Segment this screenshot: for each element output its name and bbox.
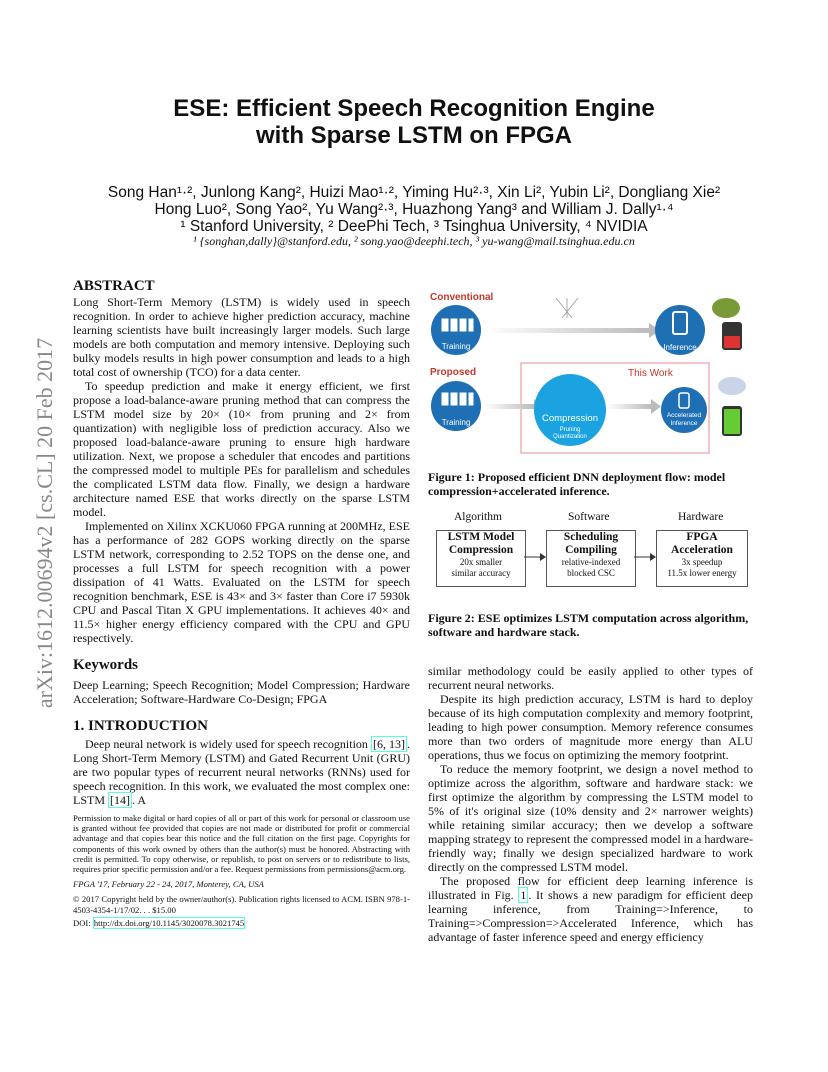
intro-paragraph-continued: similar methodology could be easily applied to other types of recurrent neural networks. [428,664,753,692]
label-this-work: This Work [628,368,673,379]
abstract-paragraph-1: Long Short-Term Memory (LSTM) is widely used in speech recognition. In order to achieve higher prediction accuracy, machine learning scientists have built increasingly larger models. Such large models are both computation and memory intensive. Deploying such bulky models results in high power consumption and leads to a high total cost of ownership (TCO) for a data center. [73,295,410,379]
fig2-col-hardware: Hardware [678,511,724,523]
doi-line: DOI: http://dx.doi.org/10.1145/3020078.3021745 [73,917,245,928]
network-icon [556,298,578,318]
citation-link[interactable]: [6, 13] [372,737,406,751]
intro-paragraph-4: The proposed flow for efficient deep learning inference is illustrated in Fig. 1 . It shows a new paradigm for efficient deep learning inference, from Training=>Inference, to Training=>Compression=>Accelerated Inference, which has advantage of faster inference speed and energy efficiency [428,874,753,944]
figure-2 [428,508,753,598]
author-list: Song Han¹·², Junlong Kang², Huizi Mao¹·², Yiming Hu²·³, Xin Li², Yubin Li², Dongliang Xie² Hong Luo², Song Yao², Yu Wang²·³, Huazhong Yang³ and William J. Dally¹·⁴ ¹ Stanford University, ² DeePhi Tech, ³ Tsinghua University, ⁴ NVIDIA [40,184,788,235]
fig2-box-fpga: FPGA Acceleration 3x speedup 11.5x lower energy [656,530,748,587]
intro-paragraph-3: To reduce the memory footprint, we design a novel method to optimize across the algorithm, software and hardware stack: we first optimize the algorithm by compressing the LSTM model to 5% of it's original size (10% density and 2× narrower weights) while retaining similar accuracy; then we develop a software mapping strategy to represent the compressed model in a hardware-friendly way; finally we design specialized hardware to work directly on the compressed LSTM model. [428,762,753,874]
intro-heading: 1. INTRODUCTION [73,718,209,734]
left-column [73,279,410,928]
fig2-col-software: Software [568,511,610,523]
abstract-paragraph-2: To speedup prediction and make it energy efficient, we first propose a load-balance-aware pruning method that can compress the LSTM model size by 20× (10× from pruning and 2× from quantization) with negligible loss of prediction accuracy. Also we proposed load-balance-aware pruning to ensure high hardware utilization. Next, we propose a scheduler that encodes and partitions the compressed model to multiple PEs for parallelism and schedules the complicated LSTM data flow. Finally, we design a hardware architecture named ESE that works directly on the sparse LSTM model. [73,379,410,519]
fig2-col-algorithm: Algorithm [454,511,502,523]
figure-ref-link[interactable]: 1 [520,888,527,902]
label-conventional: Conventional [430,292,494,303]
svg-text:Accelerated: Accelerated [666,412,702,419]
intro-paragraph-2: Despite its high prediction accuracy, LSTM is hard to deploy because of its high computation complexity and memory footprint, leading to high power consumption. Memory reference consumes more than two orders of magnitude more energy than ALU operations, thus we focus on optimizing the memory footprint. [428,692,753,762]
abstract-heading: ABSTRACT [73,278,155,294]
intro-paragraph-1: Deep neural network is widely used for speech recognition [6, 13] . Long Short-Term Memory (LSTM) and Gated Recurrent Unit (GRU) are two popular types of recurrent neural networks (RNNs) used for speech recognition. In this work, we evaluated the most complex one: LSTM [14] . A [73,737,411,807]
fig2-arrow-1 [524,552,548,562]
abstract-paragraph-3: Implemented on Xilinx XCKU060 FPGA running at 200MHz, ESE has a performance of 282 GOPS working directly on the sparse LSTM network, corresponding to 2.52 TOPS on the dense one, and processes a full LSTM for speech recognition with a power dissipation of 41 Watts. Evaluated on the LSTM for speech recognition benchmark, ESE is 43× and 3× faster than Core i7 5930k CPU and Pascal Titan X GPU implementations. It achieves 40× and 11.5× higher energy efficiency compared with the CPU and GPU respectively. [73,519,410,645]
svg-text:Training: Training [441,418,471,427]
arrow-top [484,328,649,333]
svg-text:Training: Training [441,342,471,351]
figure-1-caption: Figure 1: Proposed efficient DNN deployment flow: model compression+accelerated inference. [428,470,726,498]
keywords-text: Deep Learning; Speech Recognition; Model Compression; Hardware Acceleration; Software-Hardware Co-Design; FPGA [73,678,410,706]
svg-text:Inference: Inference [670,420,698,427]
doi-link[interactable]: http://dx.doi.org/10.1145/3020078.3021745 [93,917,245,928]
svg-text:Quantization: Quantization [553,434,587,440]
citation-link[interactable]: [14] [110,793,131,807]
label-proposed: Proposed [430,367,477,378]
fig2-box-compression: LSTM Model Compression 20x smaller similar accuracy [436,530,526,587]
copyright-notice: © 2017 Copyright held by the owner/author(s). Publication rights licensed to ACM. ISBN 978-1-4503-4354-1/17/02. . . $15.00 [73,894,410,915]
figure-2-caption: Figure 2: ESE optimizes LSTM computation across algorithm, software and hardware stack. [428,611,749,639]
rabbit-icon [718,377,746,395]
conference-info: FPGA '17, February 22 - 24, 2017, Monterey, CA, USA [73,879,264,890]
author-emails: ¹ {songhan,dally}@stanford.edu, ² song.yao@deephi.tech, ³ yu-wang@mail.tsinghua.edu.cn [193,234,635,248]
svg-text:Compression: Compression [542,413,598,424]
paper-title: ESE: Efficient Speech Recognition Engine with Sparse LSTM on FPGA [173,95,655,149]
arxiv-stamp: arXiv:1612.00694v2 [cs.CL] 20 Feb 2017 [32,337,57,709]
svg-text:Pruning: Pruning [559,427,581,433]
affiliations: ¹ Stanford University, ² DeePhi Tech, ³ Tsinghua University, ⁴ NVIDIA [180,218,648,235]
permission-notice: Permission to make digital or hard copies of all or part of this work for personal or classroom use is granted without fee provided that copies are not made or distributed for profit or commercial advantage and that copies bear this notice and the full citation on the first page. Copyrights for components of this work owned by others than the author(s) must be honored. Abstracting with credit is permitted. To copy otherwise, or republish, to post on servers or to redistribute to lists, requires prior specific permission and/or a fee. Request permissions from permissions@acm.org. [73,813,410,875]
deployment-flow-diagram [428,288,758,463]
turtle-icon [712,298,740,318]
fig2-box-scheduling: Scheduling Compiling relative-indexed blocked CSC [546,530,636,587]
right-column [428,664,753,944]
figure-1 [428,288,758,463]
keywords-heading: Keywords [73,657,138,673]
fig2-arrow-2 [634,552,658,562]
svg-text:Inference: Inference [663,343,697,352]
